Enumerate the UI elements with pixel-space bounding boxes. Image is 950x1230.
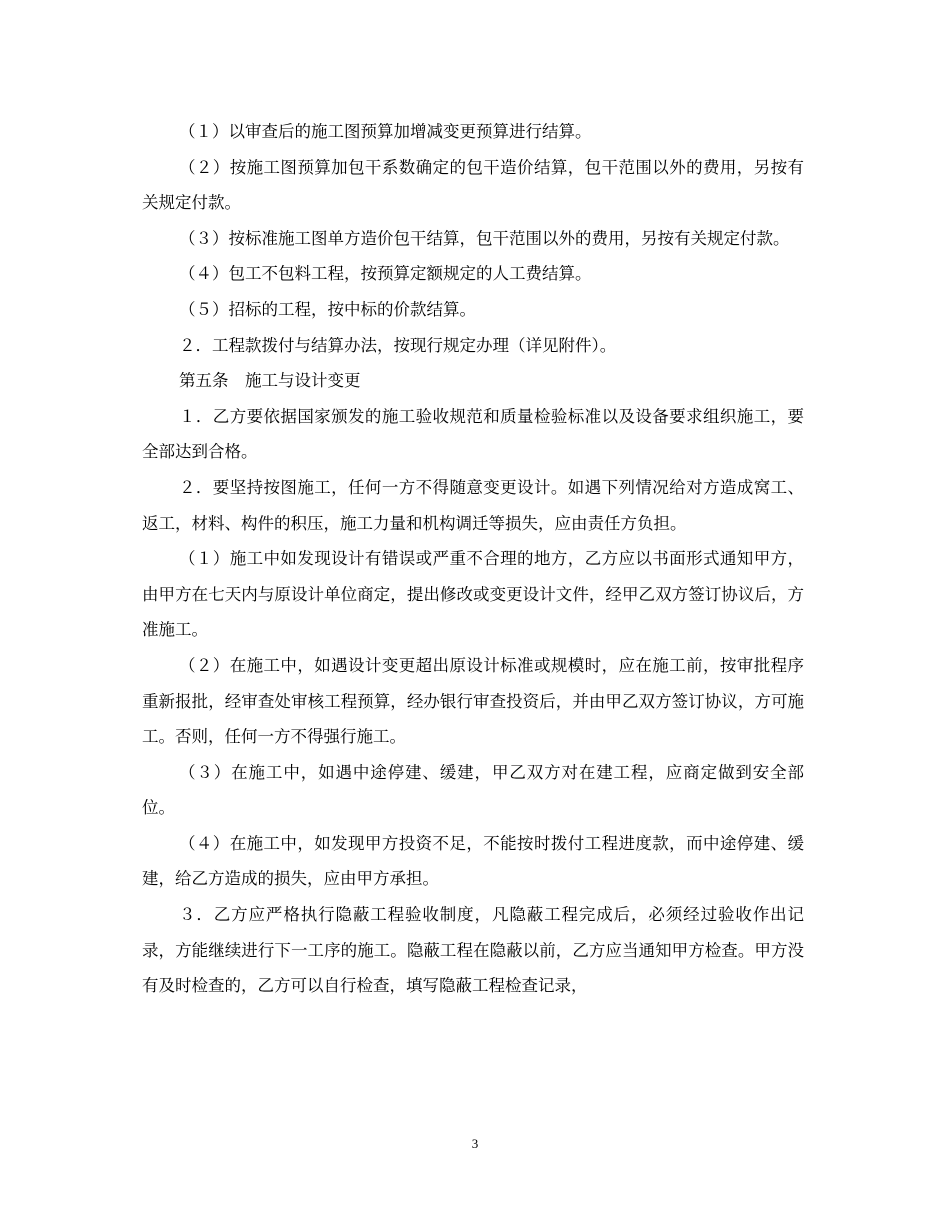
clause-settlement-1: （１）以审查后的施工图预算加增减变更预算进行结算。 <box>179 122 592 141</box>
clause-settlement-3: （３）按标准施工图单方造价包干结算，包干范围以外的费用，另按有关规定付款。 <box>179 228 790 248</box>
clause-design-change-1: （１）施工中如发现设计有错误或严重不合理的地方，乙方应以书面形式通知甲方，由甲方在七天内与原设计单位商定，提出修改或变更设计文件，经甲乙双方签订协议后，方准施工。 <box>142 549 804 640</box>
clause-design-change-3: （３）在施工中，如遇中途停建、缓建，甲乙双方对在建工程，应商定做到安全部位。 <box>142 762 804 818</box>
clause-concealed-works: ３．乙方应严格执行隐蔽工程验收制度，凡隐蔽工程完成后，必须经过验收作出记录，方能继续进行下一工序的施工。隐蔽工程在隐蔽以前，乙方应当通知甲方检查。甲方没有及时检查的，乙方可以自行检查，填写隐蔽工程检查记录， <box>142 905 804 996</box>
article-heading-5: 第五条 施工与设计变更 <box>179 371 361 391</box>
clause-design-change-2: （２）在施工中，如遇设计变更超出原设计标准或规模时，应在施工前，按审批程序重新报批，经审查处审核工程预算，经办银行审查投资后，并由甲乙双方签订协议，方可施工。否则，任何一方不得强行施工。 <box>142 655 804 747</box>
page-number: 3 <box>471 1136 479 1151</box>
clause-settlement-4: （４）包工不包料工程，按预算定额规定的人工费结算。 <box>179 264 592 284</box>
clause-settlement-5: （５）招标的工程，按中标的价款结算。 <box>179 299 476 319</box>
clause-construction-standard: １．乙方要依据国家颁发的施工验收规范和质量检验标准以及设备要求组织施工，要全部达到合格。 <box>142 406 804 462</box>
clause-payment-method: ２．工程款拨付与结算办法，按现行规定办理（详见附件）。 <box>179 335 617 355</box>
contract-body-text <box>142 114 804 1004</box>
clause-design-change-4: （４）在施工中，如发现甲方投资不足，不能按时拨付工程进度款，而中途停建、缓建，给乙方造成的损失，应由甲方承担。 <box>142 833 804 889</box>
clause-design-change: ２．要坚持按图施工，任何一方不得随意变更设计。如遇下列情况给对方造成窝工、返工，材料、构件的积压，施工力量和机构调迁等损失，应由责任方负担。 <box>142 477 804 533</box>
clause-settlement-2: （２）按施工图预算加包干系数确定的包干造价结算，包干范围以外的费用，另按有关规定付款。 <box>142 157 804 213</box>
